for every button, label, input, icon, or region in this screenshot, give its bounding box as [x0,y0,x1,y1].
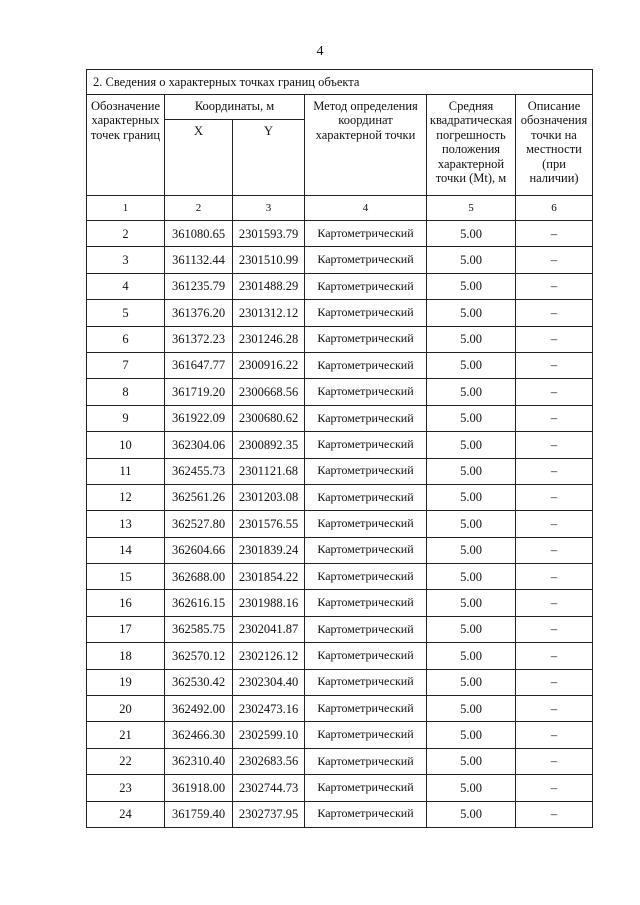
page-number: 4 [316,44,324,59]
x-coordinate-cell: 362310.40 [165,748,233,774]
description-cell: – [516,801,593,827]
point-number-cell: 15 [87,564,165,590]
x-coordinate-cell: 361080.65 [165,221,233,247]
table-row [87,643,593,669]
description-cell: – [516,352,593,378]
accuracy-cell: 5.00 [427,722,516,748]
y-coordinate-cell: 2301203.08 [233,484,305,510]
table-row [87,458,593,484]
table-row [87,247,593,273]
table-row [87,484,593,510]
accuracy-cell: 5.00 [427,405,516,431]
header-point-label: Обозначение характерных точек границ [87,95,165,196]
table-row [87,669,593,695]
description-cell: – [516,300,593,326]
y-coordinate-cell: 2300916.22 [233,352,305,378]
point-number-cell: 21 [87,722,165,748]
description-cell: – [516,379,593,405]
y-coordinate-cell: 2301488.29 [233,273,305,299]
point-number-cell: 12 [87,484,165,510]
method-cell: Картометрический [305,247,427,273]
y-coordinate-cell: 2301576.55 [233,511,305,537]
x-coordinate-cell: 362304.06 [165,432,233,458]
x-coordinate-cell: 362455.73 [165,458,233,484]
x-coordinate-cell: 362604.66 [165,537,233,563]
table-row [87,432,593,458]
table-row [87,379,593,405]
y-coordinate-cell: 2301839.24 [233,537,305,563]
y-coordinate-cell: 2300668.56 [233,379,305,405]
table-row [87,221,593,247]
column-number-row [87,196,593,221]
x-coordinate-cell: 362616.15 [165,590,233,616]
x-coordinate-cell: 362570.12 [165,643,233,669]
y-coordinate-cell: 2300680.62 [233,405,305,431]
table-row [87,696,593,722]
description-cell: – [516,564,593,590]
column-number: 5 [427,196,516,221]
accuracy-cell: 5.00 [427,696,516,722]
column-number: 4 [305,196,427,221]
table-row [87,801,593,827]
point-number-cell: 16 [87,590,165,616]
table-row [87,405,593,431]
description-cell: – [516,616,593,642]
point-number-cell: 8 [87,379,165,405]
description-cell: – [516,273,593,299]
accuracy-cell: 5.00 [427,564,516,590]
point-number-cell: 4 [87,273,165,299]
accuracy-cell: 5.00 [427,273,516,299]
method-cell: Картометрический [305,643,427,669]
point-number-cell: 24 [87,801,165,827]
point-number-cell: 22 [87,748,165,774]
method-cell: Картометрический [305,669,427,695]
description-cell: – [516,696,593,722]
accuracy-cell: 5.00 [427,801,516,827]
point-number-cell: 11 [87,458,165,484]
accuracy-cell: 5.00 [427,669,516,695]
y-coordinate-cell: 2301854.22 [233,564,305,590]
description-cell: – [516,643,593,669]
description-cell: – [516,405,593,431]
accuracy-cell: 5.00 [427,775,516,801]
y-coordinate-cell: 2301312.12 [233,300,305,326]
table-row [87,616,593,642]
description-cell: – [516,221,593,247]
table-row [87,564,593,590]
point-number-cell: 19 [87,669,165,695]
y-coordinate-cell: 2301593.79 [233,221,305,247]
accuracy-cell: 5.00 [427,300,516,326]
description-cell: – [516,326,593,352]
y-coordinate-cell: 2301121.68 [233,458,305,484]
point-number-cell: 9 [87,405,165,431]
description-cell: – [516,432,593,458]
x-coordinate-cell: 361647.77 [165,352,233,378]
description-cell: – [516,247,593,273]
y-coordinate-cell: 2302683.56 [233,748,305,774]
accuracy-cell: 5.00 [427,511,516,537]
x-coordinate-cell: 362585.75 [165,616,233,642]
accuracy-cell: 5.00 [427,326,516,352]
method-cell: Картометрический [305,775,427,801]
column-number: 3 [233,196,305,221]
method-cell: Картометрический [305,273,427,299]
accuracy-cell: 5.00 [427,590,516,616]
method-cell: Картометрический [305,379,427,405]
table-row [87,590,593,616]
method-cell: Картометрический [305,748,427,774]
description-cell: – [516,669,593,695]
method-cell: Картометрический [305,432,427,458]
y-coordinate-cell: 2301510.99 [233,247,305,273]
method-cell: Картометрический [305,616,427,642]
table-row [87,511,593,537]
point-number-cell: 13 [87,511,165,537]
description-cell: – [516,590,593,616]
table-row [87,537,593,563]
accuracy-cell: 5.00 [427,247,516,273]
accuracy-cell: 5.00 [427,458,516,484]
method-cell: Картометрический [305,537,427,563]
accuracy-cell: 5.00 [427,432,516,458]
x-coordinate-cell: 362561.26 [165,484,233,510]
column-number: 1 [87,196,165,221]
description-cell: – [516,775,593,801]
x-coordinate-cell: 362530.42 [165,669,233,695]
accuracy-cell: 5.00 [427,616,516,642]
accuracy-cell: 5.00 [427,748,516,774]
x-coordinate-cell: 361759.40 [165,801,233,827]
method-cell: Картометрический [305,511,427,537]
point-number-cell: 3 [87,247,165,273]
y-coordinate-cell: 2302737.95 [233,801,305,827]
point-number-cell: 14 [87,537,165,563]
accuracy-cell: 5.00 [427,221,516,247]
method-cell: Картометрический [305,458,427,484]
accuracy-cell: 5.00 [427,484,516,510]
description-cell: – [516,537,593,563]
method-cell: Картометрический [305,722,427,748]
boundary-points-table [86,69,593,828]
table-row [87,748,593,774]
point-number-cell: 20 [87,696,165,722]
x-coordinate-cell: 361719.20 [165,379,233,405]
y-coordinate-cell: 2300892.35 [233,432,305,458]
column-number: 6 [516,196,593,221]
section-title: 2. Сведения о характерных точках границ объекта [87,70,593,95]
method-cell: Картометрический [305,405,427,431]
y-coordinate-cell: 2302304.40 [233,669,305,695]
table-row [87,300,593,326]
method-cell: Картометрический [305,221,427,247]
table-row [87,722,593,748]
point-number-cell: 7 [87,352,165,378]
method-cell: Картометрический [305,300,427,326]
table-row [87,775,593,801]
x-coordinate-cell: 361372.23 [165,326,233,352]
description-cell: – [516,458,593,484]
description-cell: – [516,748,593,774]
y-coordinate-cell: 2302041.87 [233,616,305,642]
y-coordinate-cell: 2302126.12 [233,643,305,669]
x-coordinate-cell: 362466.30 [165,722,233,748]
x-coordinate-cell: 361376.20 [165,300,233,326]
x-coordinate-cell: 362527.80 [165,511,233,537]
point-number-cell: 2 [87,221,165,247]
accuracy-cell: 5.00 [427,379,516,405]
y-coordinate-cell: 2301246.28 [233,326,305,352]
point-number-cell: 5 [87,300,165,326]
table-row [87,273,593,299]
header-y: Y [233,120,305,196]
method-cell: Картометрический [305,352,427,378]
y-coordinate-cell: 2301988.16 [233,590,305,616]
y-coordinate-cell: 2302744.73 [233,775,305,801]
x-coordinate-cell: 362688.00 [165,564,233,590]
method-cell: Картометрический [305,696,427,722]
description-cell: – [516,511,593,537]
x-coordinate-cell: 361918.00 [165,775,233,801]
point-number-cell: 6 [87,326,165,352]
point-number-cell: 17 [87,616,165,642]
column-number: 2 [165,196,233,221]
method-cell: Картометрический [305,801,427,827]
x-coordinate-cell: 362492.00 [165,696,233,722]
table-row [87,326,593,352]
header-x: X [165,120,233,196]
description-cell: – [516,484,593,510]
y-coordinate-cell: 2302473.16 [233,696,305,722]
header-accuracy: Средняя квадратическая погрешность положения характерной точки (Mt), м [427,95,516,196]
x-coordinate-cell: 361132.44 [165,247,233,273]
accuracy-cell: 5.00 [427,352,516,378]
point-number-cell: 18 [87,643,165,669]
point-number-cell: 23 [87,775,165,801]
x-coordinate-cell: 361235.79 [165,273,233,299]
method-cell: Картометрический [305,564,427,590]
table-row [87,352,593,378]
point-number-cell: 10 [87,432,165,458]
x-coordinate-cell: 361922.09 [165,405,233,431]
header-description: Описание обозначения точки на местности (при наличии) [516,95,593,196]
method-cell: Картометрический [305,484,427,510]
accuracy-cell: 5.00 [427,537,516,563]
method-cell: Картометрический [305,590,427,616]
header-coordinates: Координаты, м [165,95,305,120]
accuracy-cell: 5.00 [427,643,516,669]
description-cell: – [516,722,593,748]
method-cell: Картометрический [305,326,427,352]
header-method: Метод определения координат характерной точки [305,95,427,196]
y-coordinate-cell: 2302599.10 [233,722,305,748]
